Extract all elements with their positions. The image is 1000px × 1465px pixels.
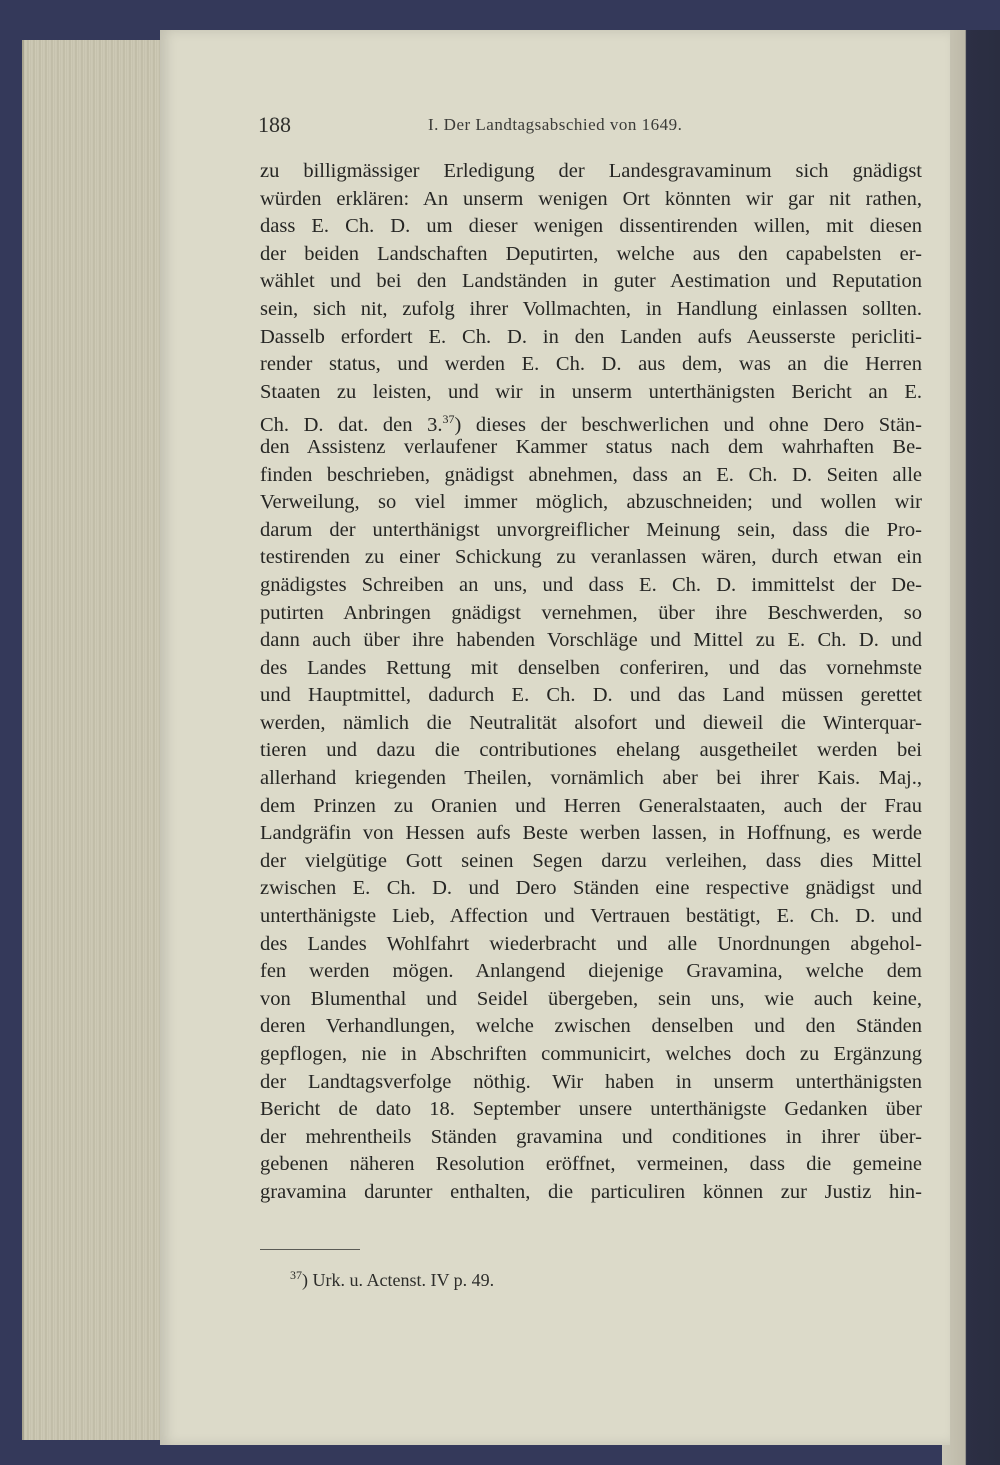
text-line: Dasselb erfordert E. Ch. D. in den Landen aufs Aeusserste pericliti- — [260, 325, 922, 348]
text-line: des Landes Wohlfahrt wiederbracht und alle Unordnungen abgehol- — [260, 932, 922, 955]
footnote-text: ) Urk. u. Actenst. IV p. 49. — [302, 1270, 495, 1290]
text-line: dass E. Ch. D. um dieser wenigen dissentirenden willen, mit diesen — [260, 215, 922, 238]
text-line: gnädigstes Schreiben an uns, und dass E. Ch. D. immittelst der De- — [260, 573, 922, 596]
text-line: dann auch über ihre habenden Vorschläge und Mittel zu E. Ch. D. und — [260, 629, 922, 652]
footnote — [290, 1268, 494, 1291]
text-line: Staaten zu leisten, und wir in unserm unterthänigsten Bericht an E. — [260, 380, 922, 403]
page-header — [258, 112, 858, 142]
text-line: tieren und dazu die contributiones ehelang ausgetheilet werden bei — [260, 739, 922, 762]
text-line-with-footnote-ref — [260, 406, 923, 437]
text-line: gravamina darunter enthalten, die particuliren können zur Justiz hin- — [260, 1180, 922, 1203]
text-line: von Blumenthal und Seidel übergeben, sein uns, wie auch keine, — [260, 987, 922, 1010]
footnote-divider — [260, 1249, 360, 1250]
text-line: Landgräfin von Hessen aufs Beste werben lassen, in Hoffnung, es werde — [260, 822, 922, 845]
text-line: dem Prinzen zu Oranien und Herren Generalstaaten, auch der Frau — [260, 794, 922, 817]
page-stack-edge — [22, 40, 164, 1440]
text-line: allerhand kriegenden Theilen, vornämlich aber bei ihrer Kais. Maj., — [260, 767, 922, 790]
book-cover-right-edge — [942, 30, 1000, 1465]
footnote-ref: 37 — [442, 412, 455, 427]
line-tail: ) dieses der beschwerlichen und ohne Dero Stän- — [454, 414, 923, 437]
text-line: gepflogen, nie in Abschriften communicirt, welches doch zu Ergänzung — [260, 1043, 922, 1065]
text-line: finden beschrieben, gnädigst abnehmen, dass an E. Ch. D. Seiten alle — [260, 463, 922, 486]
text-line: der beiden Landschaften Deputirten, welche aus den capabelsten er- — [260, 242, 922, 265]
text-line: deren Verhandlungen, welche zwischen denselben und den Ständen — [260, 1015, 922, 1038]
text-line: zwischen E. Ch. D. und Dero Ständen eine respective gnädigst und — [260, 877, 922, 900]
text-line: putirten Anbringen gnädigst vernehmen, über ihre Beschwerden, so — [260, 601, 922, 624]
text-line: Bericht de dato 18. September unsere unterthänigste Gedanken über — [260, 1098, 922, 1121]
text-line: würden erklären: An unserm wenigen Ort könnten wir gar nit rathen, — [260, 187, 922, 210]
text-line: der vielgütige Gott seinen Segen darzu verleihen, dass dies Mittel — [260, 849, 922, 872]
footnote-number: 37 — [290, 1268, 302, 1282]
text-line: der mehrentheils Ständen gravamina und conditiones in ihrer über- — [260, 1125, 922, 1148]
page-number: 188 — [258, 112, 291, 137]
text-line: unterthänigste Lieb, Affection und Vertrauen bestätigt, E. Ch. D. und — [260, 905, 922, 928]
text-line: des Landes Rettung mit denselben conferiren, und das vornehmste — [260, 656, 922, 679]
text-line: zu billigmässiger Erledigung der Landesgravaminum sich gnädigst — [260, 160, 922, 182]
body-text — [260, 158, 922, 1207]
text-line: gebenen näheren Resolution eröffnet, vermeinen, dass die gemeine — [260, 1153, 922, 1176]
text-line: testirenden zu einer Schickung zu veranlassen wären, durch etwan ein — [260, 546, 922, 569]
text-line: fen werden mögen. Anlangend diejenige Gravamina, welche dem — [260, 960, 922, 983]
text-line: und Hauptmittel, dadurch E. Ch. D. und das Land müssen gerettet — [260, 684, 922, 707]
text-line: Verweilung, so viel immer möglich, abzuschneiden; und wollen wir — [260, 491, 922, 514]
text-line: wählet und bei den Landständen in guter Aestimation und Reputation — [260, 270, 922, 293]
text-line: der Landtagsverfolge nöthig. Wir haben in unserm unterthänigsten — [260, 1070, 922, 1093]
line-head: Ch. D. dat. den 3. — [260, 414, 443, 437]
running-title: I. Der Landtagsabschied von 1649. — [428, 115, 683, 134]
text-line: sein, sich nit, zufolg ihrer Vollmachten, in Handlung einlassen sollten. — [260, 297, 922, 320]
text-line: den Assistenz verlaufener Kammer status nach dem wahrhaften Be- — [260, 435, 922, 458]
text-line: darum der unterthänigst unvorgreiflicher Meinung sein, dass die Pro- — [260, 518, 922, 541]
book-page — [160, 30, 950, 1445]
text-line: render status, und werden E. Ch. D. aus dem, was an die Herren — [260, 353, 922, 376]
text-line: werden, nämlich die Neutralität alsofort und dieweil die Winterquar- — [260, 711, 922, 734]
